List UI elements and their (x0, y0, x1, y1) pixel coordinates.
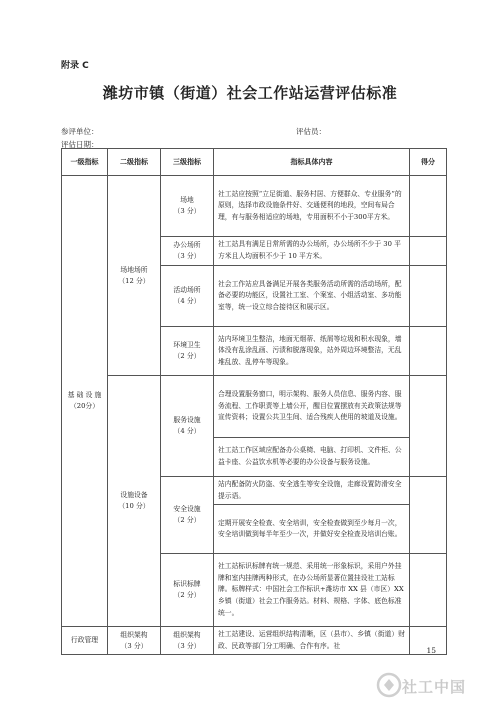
page-number: 15 (426, 646, 436, 655)
level1-admin: 行政管理 (62, 627, 108, 655)
level2-equipment: 设施设备 （10 分） (108, 376, 161, 627)
content-site: 社工站应按照“立足街道、服务村居、方便群众、专业服务”的原则，选择市政设施条件好、交通便利的地段，空间布局合理，有与服务相适应的场地，专用面积不小于300平方米。 (214, 176, 410, 237)
evaluator-label: 评估员： (296, 127, 326, 136)
level3-office: 办公场所 （3 分） (161, 237, 214, 266)
content-activity: 社会工作站应具备满足开展各类服务活动所需的活动场所，配备必要的功能区，设置社工室、个案室、小组活动室、多功能室等，统一设立综合接待区和展示区。 (214, 266, 410, 327)
level2-venue: 场地场所 （12 分） (108, 176, 161, 376)
header-content: 指标具体内容 (214, 149, 410, 176)
table-row (62, 376, 447, 438)
header-score: 得分 (410, 149, 447, 176)
content-service-facility-a: 合理设置服务窗口，明示架构、服务人员信息、服务内容、服务流程、工作职责等上墙公开，醒目位置摆放有关政策法规等宣传资料；设置公共卫生间、适合残疾人使用的坡道及设施。 (214, 376, 410, 438)
header-level1: 一级指标 (62, 149, 108, 176)
content-office: 社工站具有满足日常所需的办公场所，办公场所不少于 30 平方米且人均面积不少于 10 平方米。 (214, 237, 410, 266)
table-row (62, 627, 447, 655)
page-title: 潍坊市镇（街道）社会工作站运营评估标准 (102, 84, 398, 102)
score-cell[interactable] (410, 327, 447, 376)
score-cell[interactable] (410, 477, 447, 554)
table-header-row (62, 149, 447, 176)
level3-hygiene: 环境卫生 （2 分） (161, 327, 214, 376)
participating-unit-label: 参评单位： (61, 127, 99, 136)
score-cell[interactable] (410, 266, 447, 327)
header-level3: 三级指标 (161, 149, 214, 176)
level3-org: 组织架构 （3 分） (161, 627, 214, 655)
level1-infra: 基 础 设 施 （20分） (62, 176, 108, 627)
score-cell[interactable] (410, 237, 447, 266)
content-signage: 社工站标识标牌有统一规范、采用统一形象标识，采用户外挂牌和室内挂牌两种形式，在办公场所显著位置挂设社工站标牌。标牌样式：中国社会工作标识+潍坊市 XX 县（市区）XX 乡镇（街道）社会工作服务站。材料、规格、字体、底色标准统一。 (214, 554, 410, 627)
level3-safety: 安全设施 （2 分） (161, 477, 214, 554)
level3-signage: 标识标牌 （2 分） (161, 554, 214, 627)
score-cell[interactable] (410, 176, 447, 237)
evaluation-date-label: 评估日期： (61, 140, 99, 149)
level2-org: 组织架构 （3 分） (108, 627, 161, 655)
header-level2: 二级指标 (108, 149, 161, 176)
score-cell[interactable] (410, 554, 447, 627)
level3-service-facility: 服务设施 （4 分） (161, 376, 214, 477)
content-service-facility-b: 社工站工作区域应配备办公桌椅、电脑、打印机、文件柜、公益卡座、公益饮水机等必要的办公设备与服务设施。 (214, 438, 410, 477)
content-hygiene: 站内环境卫生整洁，地面无烟蒂、纸屑等垃圾和积水现象，墙体没有乱涂乱画、污渍和脱落现象，站外周边环境整洁，无乱堆乱放、乱停车等现象。 (214, 327, 410, 376)
level3-site: 场地 （3 分） (161, 176, 214, 237)
table-row (62, 176, 447, 237)
appendix-label: 附录 C (61, 61, 89, 71)
content-org: 社工站建设、运营组织结构清晰，区（县市）、乡镇（街道）财政、民政等部门分工明确、合作有序。社 (214, 627, 410, 655)
watermark-logo-text: 社工中国 (402, 678, 467, 696)
evaluation-standard-table (61, 148, 447, 655)
content-safety-b: 定期开展安全检查、安全培训，安全检查做到至少每月一次，安全培训做到每半年至少一次，并做好安全检查及培训台账。 (214, 505, 410, 554)
score-cell[interactable] (410, 376, 447, 477)
level3-activity: 活动场所 （4 分） (161, 266, 214, 327)
content-safety-a: 站内配备防火防盗、安全逃生等安全设施，走廊设置防滑安全提示语。 (214, 477, 410, 505)
